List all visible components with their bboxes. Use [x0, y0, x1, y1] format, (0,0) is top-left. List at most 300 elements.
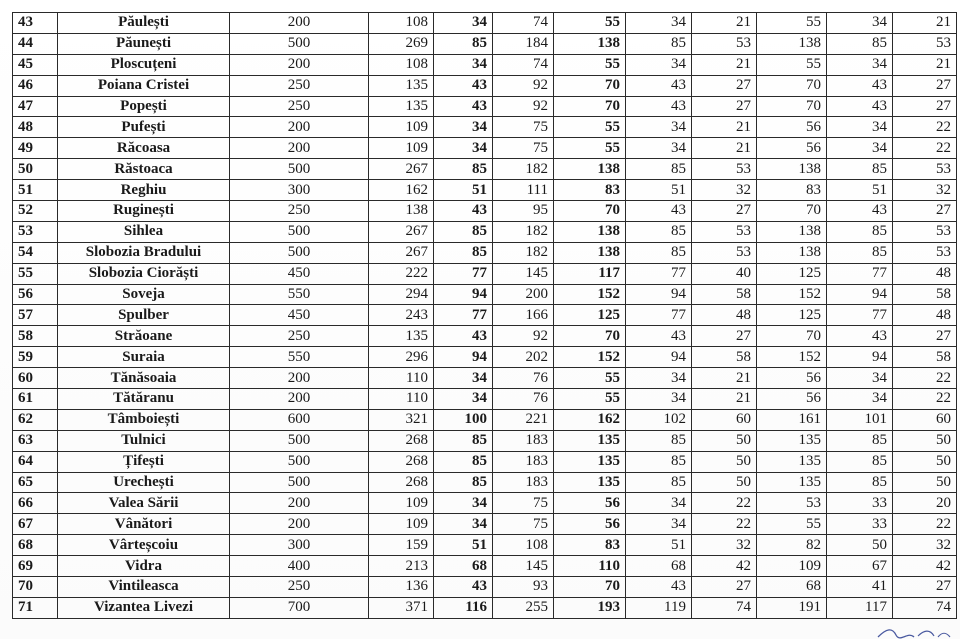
locality-name-cell: Răstoaca: [58, 159, 230, 180]
total-cell: 250: [230, 96, 369, 117]
value-cell-7: 55: [757, 514, 827, 535]
locality-name-cell: Răcoasa: [58, 138, 230, 159]
total-cell: 200: [230, 54, 369, 75]
value-cell-6: 27: [692, 326, 757, 347]
table-row: [13, 33, 957, 54]
value-cell-7: 135: [757, 472, 827, 493]
value-cell-9: 22: [893, 138, 957, 159]
value-cell-7: 56: [757, 368, 827, 389]
value-cell-8: 34: [827, 117, 893, 138]
value-cell-3: 92: [493, 75, 554, 96]
value-cell-1: 110: [369, 368, 434, 389]
value-cell-4: 138: [554, 159, 626, 180]
value-cell-3: 166: [493, 305, 554, 326]
total-cell: 500: [230, 430, 369, 451]
table-row: [13, 326, 957, 347]
value-cell-1: 159: [369, 535, 434, 556]
value-cell-2: 43: [434, 75, 493, 96]
value-cell-1: 243: [369, 305, 434, 326]
value-cell-8: 41: [827, 577, 893, 598]
total-cell: 500: [230, 242, 369, 263]
total-cell: 200: [230, 138, 369, 159]
value-cell-2: 34: [434, 389, 493, 410]
value-cell-3: 183: [493, 472, 554, 493]
locality-name-cell: Pufești: [58, 117, 230, 138]
value-cell-7: 138: [757, 33, 827, 54]
total-cell: 500: [230, 472, 369, 493]
table-row: [13, 242, 957, 263]
value-cell-9: 27: [893, 96, 957, 117]
value-cell-7: 70: [757, 75, 827, 96]
locality-name-cell: Popești: [58, 96, 230, 117]
total-cell: 600: [230, 409, 369, 430]
value-cell-7: 152: [757, 284, 827, 305]
value-cell-9: 50: [893, 472, 957, 493]
value-cell-4: 152: [554, 347, 626, 368]
value-cell-4: 110: [554, 556, 626, 577]
value-cell-9: 53: [893, 221, 957, 242]
table-row: [13, 221, 957, 242]
value-cell-4: 152: [554, 284, 626, 305]
table-row: [13, 472, 957, 493]
row-number-cell: 52: [13, 201, 58, 222]
value-cell-4: 55: [554, 368, 626, 389]
total-cell: 500: [230, 221, 369, 242]
value-cell-3: 74: [493, 13, 554, 34]
value-cell-1: 321: [369, 409, 434, 430]
value-cell-9: 60: [893, 409, 957, 430]
locality-name-cell: Păulești: [58, 13, 230, 34]
value-cell-4: 70: [554, 96, 626, 117]
value-cell-8: 85: [827, 159, 893, 180]
value-cell-1: 296: [369, 347, 434, 368]
value-cell-5: 77: [626, 263, 692, 284]
value-cell-4: 117: [554, 263, 626, 284]
locality-name-cell: Urechești: [58, 472, 230, 493]
value-cell-3: 75: [493, 138, 554, 159]
value-cell-6: 74: [692, 597, 757, 618]
value-cell-1: 135: [369, 75, 434, 96]
table-row: [13, 284, 957, 305]
row-number-cell: 46: [13, 75, 58, 96]
value-cell-4: 70: [554, 75, 626, 96]
value-cell-6: 32: [692, 180, 757, 201]
locality-name-cell: Vintileasca: [58, 577, 230, 598]
value-cell-4: 83: [554, 535, 626, 556]
value-cell-4: 193: [554, 597, 626, 618]
locality-name-cell: Vizantea Livezi: [58, 597, 230, 618]
value-cell-5: 51: [626, 180, 692, 201]
table-row: [13, 451, 957, 472]
value-cell-8: 34: [827, 368, 893, 389]
total-cell: 500: [230, 451, 369, 472]
value-cell-7: 68: [757, 577, 827, 598]
value-cell-5: 43: [626, 75, 692, 96]
value-cell-8: 43: [827, 75, 893, 96]
value-cell-5: 34: [626, 13, 692, 34]
total-cell: 400: [230, 556, 369, 577]
total-cell: 200: [230, 389, 369, 410]
value-cell-1: 135: [369, 96, 434, 117]
value-cell-7: 56: [757, 138, 827, 159]
value-cell-9: 21: [893, 13, 957, 34]
value-cell-5: 34: [626, 117, 692, 138]
value-cell-1: 109: [369, 493, 434, 514]
value-cell-4: 55: [554, 13, 626, 34]
row-number-cell: 69: [13, 556, 58, 577]
value-cell-9: 74: [893, 597, 957, 618]
value-cell-6: 21: [692, 13, 757, 34]
value-cell-1: 213: [369, 556, 434, 577]
value-cell-3: 145: [493, 263, 554, 284]
value-cell-8: 43: [827, 96, 893, 117]
value-cell-2: 34: [434, 368, 493, 389]
value-cell-2: 43: [434, 326, 493, 347]
value-cell-6: 21: [692, 138, 757, 159]
value-cell-4: 135: [554, 430, 626, 451]
value-cell-4: 135: [554, 451, 626, 472]
value-cell-6: 22: [692, 493, 757, 514]
value-cell-5: 85: [626, 159, 692, 180]
value-cell-6: 58: [692, 347, 757, 368]
table-row: [13, 54, 957, 75]
value-cell-2: 34: [434, 493, 493, 514]
value-cell-2: 85: [434, 33, 493, 54]
value-cell-6: 27: [692, 96, 757, 117]
value-cell-7: 138: [757, 221, 827, 242]
value-cell-9: 32: [893, 535, 957, 556]
value-cell-6: 42: [692, 556, 757, 577]
value-cell-1: 267: [369, 242, 434, 263]
value-cell-8: 85: [827, 451, 893, 472]
value-cell-1: 267: [369, 221, 434, 242]
value-cell-4: 135: [554, 472, 626, 493]
table-row: [13, 305, 957, 326]
value-cell-7: 70: [757, 201, 827, 222]
value-cell-2: 51: [434, 180, 493, 201]
value-cell-6: 50: [692, 472, 757, 493]
value-cell-6: 27: [692, 75, 757, 96]
value-cell-4: 70: [554, 577, 626, 598]
value-cell-1: 108: [369, 13, 434, 34]
value-cell-2: 85: [434, 472, 493, 493]
value-cell-1: 269: [369, 33, 434, 54]
value-cell-7: 55: [757, 13, 827, 34]
value-cell-8: 85: [827, 472, 893, 493]
locality-name-cell: Ploscuțeni: [58, 54, 230, 75]
value-cell-1: 222: [369, 263, 434, 284]
value-cell-4: 138: [554, 242, 626, 263]
locality-name-cell: Tulnici: [58, 430, 230, 451]
table-row: [13, 535, 957, 556]
value-cell-9: 50: [893, 430, 957, 451]
value-cell-6: 32: [692, 535, 757, 556]
value-cell-7: 56: [757, 117, 827, 138]
row-number-cell: 57: [13, 305, 58, 326]
value-cell-2: 77: [434, 263, 493, 284]
value-cell-4: 70: [554, 201, 626, 222]
total-cell: 250: [230, 201, 369, 222]
locality-name-cell: Păunești: [58, 33, 230, 54]
value-cell-6: 50: [692, 430, 757, 451]
value-cell-2: 85: [434, 221, 493, 242]
value-cell-6: 60: [692, 409, 757, 430]
value-cell-5: 85: [626, 221, 692, 242]
locality-name-cell: Reghiu: [58, 180, 230, 201]
value-cell-6: 21: [692, 117, 757, 138]
value-cell-3: 76: [493, 368, 554, 389]
locality-name-cell: Soveja: [58, 284, 230, 305]
row-number-cell: 60: [13, 368, 58, 389]
value-cell-3: 183: [493, 451, 554, 472]
value-cell-2: 34: [434, 117, 493, 138]
value-cell-4: 56: [554, 493, 626, 514]
value-cell-2: 43: [434, 96, 493, 117]
value-cell-9: 32: [893, 180, 957, 201]
row-number-cell: 62: [13, 409, 58, 430]
value-cell-2: 34: [434, 54, 493, 75]
value-cell-3: 221: [493, 409, 554, 430]
locality-name-cell: Slobozia Ciorăști: [58, 263, 230, 284]
table-row: [13, 13, 957, 34]
value-cell-8: 50: [827, 535, 893, 556]
value-cell-2: 85: [434, 159, 493, 180]
table-body: [13, 13, 957, 619]
value-cell-1: 138: [369, 201, 434, 222]
value-cell-3: 183: [493, 430, 554, 451]
total-cell: 300: [230, 180, 369, 201]
value-cell-1: 268: [369, 430, 434, 451]
total-cell: 200: [230, 514, 369, 535]
value-cell-6: 53: [692, 242, 757, 263]
row-number-cell: 49: [13, 138, 58, 159]
value-cell-2: 43: [434, 201, 493, 222]
total-cell: 200: [230, 117, 369, 138]
value-cell-2: 116: [434, 597, 493, 618]
locality-name-cell: Slobozia Bradului: [58, 242, 230, 263]
value-cell-5: 34: [626, 138, 692, 159]
value-cell-7: 55: [757, 54, 827, 75]
locality-name-cell: Valea Sării: [58, 493, 230, 514]
value-cell-3: 92: [493, 326, 554, 347]
value-cell-1: 268: [369, 472, 434, 493]
value-cell-4: 56: [554, 514, 626, 535]
value-cell-9: 50: [893, 451, 957, 472]
value-cell-5: 68: [626, 556, 692, 577]
value-cell-9: 58: [893, 284, 957, 305]
value-cell-3: 95: [493, 201, 554, 222]
total-cell: 250: [230, 577, 369, 598]
value-cell-2: 34: [434, 13, 493, 34]
value-cell-7: 152: [757, 347, 827, 368]
row-number-cell: 64: [13, 451, 58, 472]
row-number-cell: 67: [13, 514, 58, 535]
value-cell-5: 85: [626, 33, 692, 54]
value-cell-3: 145: [493, 556, 554, 577]
locality-name-cell: Țifești: [58, 451, 230, 472]
value-cell-9: 22: [893, 368, 957, 389]
locality-name-cell: Ruginești: [58, 201, 230, 222]
value-cell-6: 50: [692, 451, 757, 472]
table-row: [13, 577, 957, 598]
value-cell-4: 55: [554, 117, 626, 138]
value-cell-1: 110: [369, 389, 434, 410]
total-cell: 250: [230, 75, 369, 96]
value-cell-2: 34: [434, 138, 493, 159]
value-cell-6: 53: [692, 159, 757, 180]
value-cell-9: 27: [893, 75, 957, 96]
value-cell-7: 70: [757, 326, 827, 347]
value-cell-8: 43: [827, 326, 893, 347]
value-cell-4: 162: [554, 409, 626, 430]
row-number-cell: 65: [13, 472, 58, 493]
value-cell-6: 27: [692, 201, 757, 222]
value-cell-5: 34: [626, 368, 692, 389]
value-cell-7: 161: [757, 409, 827, 430]
total-cell: 200: [230, 493, 369, 514]
table-row: [13, 597, 957, 618]
locality-name-cell: Suraia: [58, 347, 230, 368]
row-number-cell: 66: [13, 493, 58, 514]
value-cell-1: 268: [369, 451, 434, 472]
value-cell-1: 136: [369, 577, 434, 598]
value-cell-2: 85: [434, 430, 493, 451]
value-cell-1: 267: [369, 159, 434, 180]
row-number-cell: 47: [13, 96, 58, 117]
value-cell-8: 33: [827, 493, 893, 514]
value-cell-3: 200: [493, 284, 554, 305]
value-cell-3: 182: [493, 242, 554, 263]
locality-name-cell: Vârteșcoiu: [58, 535, 230, 556]
table-row: [13, 514, 957, 535]
value-cell-7: 109: [757, 556, 827, 577]
value-cell-3: 74: [493, 54, 554, 75]
value-cell-1: 135: [369, 326, 434, 347]
value-cell-8: 94: [827, 284, 893, 305]
total-cell: 500: [230, 33, 369, 54]
value-cell-1: 109: [369, 138, 434, 159]
table-row: [13, 75, 957, 96]
value-cell-7: 53: [757, 493, 827, 514]
row-number-cell: 71: [13, 597, 58, 618]
total-cell: 500: [230, 159, 369, 180]
value-cell-8: 77: [827, 263, 893, 284]
locality-name-cell: Spulber: [58, 305, 230, 326]
value-cell-4: 138: [554, 221, 626, 242]
value-cell-2: 34: [434, 514, 493, 535]
row-number-cell: 53: [13, 221, 58, 242]
total-cell: 200: [230, 368, 369, 389]
value-cell-3: 75: [493, 514, 554, 535]
value-cell-1: 371: [369, 597, 434, 618]
value-cell-9: 53: [893, 33, 957, 54]
value-cell-3: 182: [493, 159, 554, 180]
value-cell-4: 55: [554, 389, 626, 410]
value-cell-7: 82: [757, 535, 827, 556]
total-cell: 250: [230, 326, 369, 347]
value-cell-8: 34: [827, 138, 893, 159]
value-cell-3: 92: [493, 96, 554, 117]
value-cell-9: 21: [893, 54, 957, 75]
row-number-cell: 51: [13, 180, 58, 201]
value-cell-5: 34: [626, 389, 692, 410]
value-cell-9: 42: [893, 556, 957, 577]
value-cell-8: 34: [827, 54, 893, 75]
value-cell-9: 53: [893, 159, 957, 180]
value-cell-8: 51: [827, 180, 893, 201]
row-number-cell: 50: [13, 159, 58, 180]
value-cell-9: 27: [893, 326, 957, 347]
table-row: [13, 201, 957, 222]
total-cell: 550: [230, 284, 369, 305]
locality-name-cell: Sihlea: [58, 221, 230, 242]
value-cell-6: 27: [692, 577, 757, 598]
value-cell-7: 70: [757, 96, 827, 117]
value-cell-1: 162: [369, 180, 434, 201]
value-cell-2: 51: [434, 535, 493, 556]
total-cell: 550: [230, 347, 369, 368]
locality-name-cell: Vânători: [58, 514, 230, 535]
value-cell-9: 22: [893, 389, 957, 410]
value-cell-7: 135: [757, 430, 827, 451]
value-cell-9: 20: [893, 493, 957, 514]
total-cell: 700: [230, 597, 369, 618]
value-cell-5: 119: [626, 597, 692, 618]
table-row: [13, 347, 957, 368]
value-cell-9: 27: [893, 201, 957, 222]
value-cell-3: 75: [493, 493, 554, 514]
value-cell-5: 43: [626, 326, 692, 347]
value-cell-5: 85: [626, 430, 692, 451]
total-cell: 200: [230, 13, 369, 34]
value-cell-9: 27: [893, 577, 957, 598]
row-number-cell: 43: [13, 13, 58, 34]
value-cell-4: 138: [554, 33, 626, 54]
locality-name-cell: Tătăranu: [58, 389, 230, 410]
value-cell-6: 40: [692, 263, 757, 284]
value-cell-3: 255: [493, 597, 554, 618]
table-row: [13, 180, 957, 201]
value-cell-8: 85: [827, 242, 893, 263]
value-cell-3: 111: [493, 180, 554, 201]
value-cell-1: 109: [369, 514, 434, 535]
value-cell-7: 83: [757, 180, 827, 201]
value-cell-2: 43: [434, 577, 493, 598]
table-row: [13, 138, 957, 159]
value-cell-3: 93: [493, 577, 554, 598]
value-cell-9: 48: [893, 263, 957, 284]
value-cell-4: 83: [554, 180, 626, 201]
table-row: [13, 493, 957, 514]
row-number-cell: 45: [13, 54, 58, 75]
value-cell-2: 77: [434, 305, 493, 326]
value-cell-6: 21: [692, 54, 757, 75]
table-row: [13, 556, 957, 577]
value-cell-4: 55: [554, 138, 626, 159]
value-cell-6: 21: [692, 389, 757, 410]
locality-name-cell: Tâmboiești: [58, 409, 230, 430]
value-cell-8: 101: [827, 409, 893, 430]
row-number-cell: 55: [13, 263, 58, 284]
value-cell-8: 43: [827, 201, 893, 222]
value-cell-4: 70: [554, 326, 626, 347]
value-cell-5: 85: [626, 451, 692, 472]
row-number-cell: 44: [13, 33, 58, 54]
total-cell: 450: [230, 263, 369, 284]
table-row: [13, 368, 957, 389]
value-cell-2: 85: [434, 242, 493, 263]
value-cell-3: 76: [493, 389, 554, 410]
